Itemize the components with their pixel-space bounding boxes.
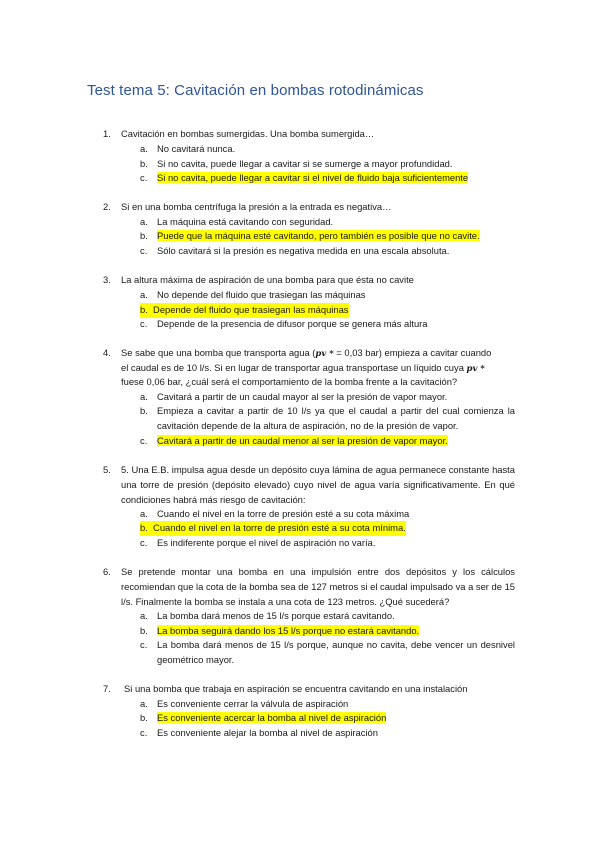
option-letter: a. [140, 610, 148, 621]
question-stem: Cavitación en bombas sumergidas. Una bomba sumergida… [121, 128, 375, 139]
question-stem: Si en una bomba centrífuga la presión a la entrada es negativa… [121, 201, 392, 212]
question-number: 2. [103, 201, 111, 212]
option-letter: a. [140, 508, 148, 519]
option-letter: c. [140, 537, 148, 548]
vapor-pressure-symbol: pv * [315, 349, 334, 359]
option-text: La bomba dará menos de 15 l/s porque estará cavitando. [157, 610, 395, 621]
option-letter: c. [140, 172, 148, 183]
question-stem: Se pretende montar una bomba en una impulsión entre dos depósitos y los cálculos recomiendan que la cota de la bomba sea de 127 metros si el caudal impulsado va a ser de 15 l/s. Finalmente la bomba se instala a una cota de 123 metros. ¿Qué sucederá? [121, 566, 515, 607]
option-text: Sólo cavitará si la presión es negativa medida en una escala absoluta. [157, 245, 450, 256]
option-letter: b. [140, 405, 148, 416]
option-text-highlighted: Puede que la máquina esté cavitando, pero también es posible que no cavite. [157, 230, 480, 241]
question-stem: fuese 0,06 bar, ¿cuál será el comportamiento de la bomba frente a la cavitación? [121, 376, 458, 387]
question-stem: Si una bomba que trabaja en aspiración se encuentra cavitando en una instalación [124, 683, 468, 694]
option-text: Empieza a cavitar a partir de 10 l/s ya que el caudal a partir del cual comienza la cavitación depende de la altura de aspiración, no de la presión de vapor. [157, 405, 515, 431]
question-stem: La altura máxima de aspiración de una bomba para que ésta no cavite [121, 274, 414, 285]
option-letter: c. [140, 435, 148, 446]
option-letter: a. [140, 143, 148, 154]
option-letter: a. [140, 698, 148, 709]
vapor-pressure-symbol: pv * [466, 364, 485, 374]
option-letter: b. [140, 522, 148, 533]
question-number: 5. [103, 464, 111, 475]
option-letter: c. [140, 639, 148, 650]
option-text-highlighted: La bomba seguirá dando los 15 l/s porque no estará cavitando. [157, 625, 420, 636]
option-letter: a. [140, 289, 148, 300]
option-letter: c. [140, 727, 148, 738]
question-number: 7. [103, 683, 111, 694]
question-number: 1. [103, 128, 111, 139]
question-stem: 5. Una E.B. impulsa agua desde un depósito cuya lámina de agua permanece constante hasta una torre de presión (depósito elevado) cuyo nivel de agua varía significativamente. En qué condiciones habrá más riesgo de cavitación: [121, 464, 515, 505]
option-text: Cavitará a partir de un caudal mayor al ser la presión de vapor mayor. [157, 391, 448, 402]
option-text-highlighted: Si no cavita, puede llegar a cavitar si el nivel de fluido baja suficientemente [157, 172, 469, 183]
option-text: Cuando el nivel en la torre de presión esté a su cota máxima [157, 508, 410, 519]
option-text-highlighted: Cavitará a partir de un caudal menor al ser la presión de vapor mayor. [157, 435, 448, 446]
option-text: Si no cavita, puede llegar a cavitar si se sumerge a mayor profundidad. [157, 158, 453, 169]
option-text: La bomba dará menos de 15 l/s porque, aunque no cavita, debe vencer un desnivel geométrico mayor. [157, 639, 515, 665]
option-letter: b. [140, 158, 148, 169]
option-text: Es indiferente porque el nivel de aspiración no varía. [157, 537, 376, 548]
option-text-highlighted: Depende del fluido que trasiegan las máquinas [153, 304, 349, 315]
question-stem: Se sabe que una bomba que transporta agua (pv * = 0,03 bar) empieza a cavitar cuando [121, 347, 492, 359]
page-title: Test tema 5: Cavitación en bombas rotodinámicas [87, 82, 424, 99]
option-text: No depende del fluido que trasiegan las máquinas [157, 289, 366, 300]
question-number: 3. [103, 274, 111, 285]
option-letter: c. [140, 245, 148, 256]
option-letter: a. [140, 216, 148, 227]
option-text-highlighted: Cuando el nivel en la torre de presión esté a su cota mínima. [153, 522, 406, 533]
option-letter: c. [140, 318, 148, 329]
option-letter: b. [140, 625, 148, 636]
option-text: La máquina está cavitando con seguridad. [157, 216, 334, 227]
option-text: Depende de la presencia de difusor porque se genera más altura [157, 318, 428, 329]
question-number: 6. [103, 566, 111, 577]
option-letter: b. [140, 304, 148, 315]
option-letter: a. [140, 391, 148, 402]
question-stem: el caudal es de 10 l/s. Si en lugar de transportar agua transportase un líquido cuya pv * [121, 362, 485, 374]
option-text: Es conveniente alejar la bomba al nivel de aspiración [157, 727, 378, 738]
option-text: No cavitará nunca. [157, 143, 236, 154]
option-text-highlighted: Es conveniente acercar la bomba al nivel de aspiración [157, 712, 387, 723]
option-letter: b. [140, 712, 148, 723]
option-text: Es conveniente cerrar la válvula de aspiración [157, 698, 349, 709]
question-number: 4. [103, 347, 111, 358]
option-letter: b. [140, 230, 148, 241]
